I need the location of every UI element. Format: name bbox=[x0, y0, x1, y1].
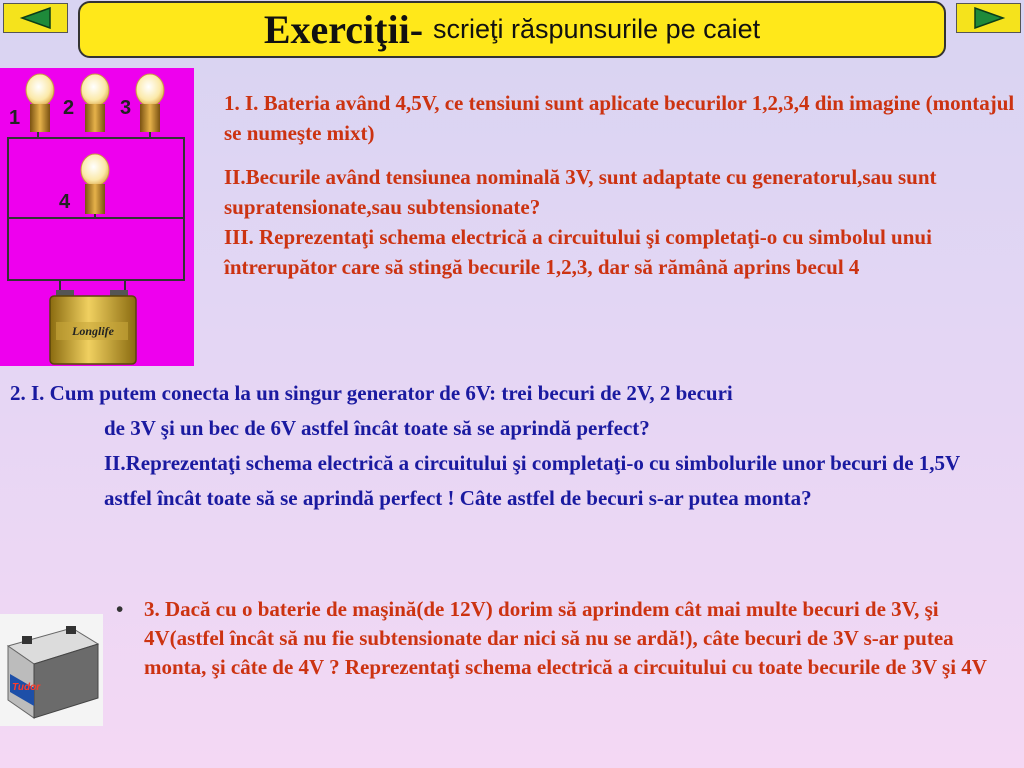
car-battery-label: Tudor bbox=[12, 682, 41, 693]
title-banner bbox=[78, 1, 946, 58]
exercise-2-line-1: 2. I. Cum putem conecta la un singur generator de 6V: trei becuri de 2V, 2 becuri bbox=[10, 381, 733, 405]
exercise-2-line-3: II.Reprezentaţi schema electrică a circuitului şi completaţi-o cu simbolurile unor becuri de 1,5V astfel încât toate să se aprindă perfect ! Câte astfel de becuri s-ar putea monta? bbox=[104, 451, 960, 510]
battery-label: Longlife bbox=[72, 324, 114, 338]
triangle-left-icon bbox=[16, 7, 56, 29]
bulb-label-4: 4 bbox=[59, 191, 71, 213]
bulb-4 bbox=[81, 154, 109, 214]
exercise-3 bbox=[116, 595, 1016, 682]
exercise-1-part-2: II.Becurile având tensiunea nominală 3V, sunt adaptate cu generatorul,sau sunt supratensionate,sau subtensionate? bbox=[224, 165, 937, 219]
battery bbox=[50, 290, 136, 364]
exercise-2 bbox=[10, 376, 1010, 516]
exercise-3-text: 3. Dacă cu o baterie de maşină(de 12V) dorim să aprindem cât mai multe becuri de 3V, şi 4V(astfel încât să nu fie subtensionate dar nici să nu se ardă!), câte becuri de 3V s-ar putea monta, şi câte de 4V ? Reprezentaţi schema electrică a circuitului cu toate becurile de 3V şi 4V bbox=[144, 597, 987, 679]
car-battery-image bbox=[0, 614, 103, 726]
exercise-2-line-2: de 3V şi un bec de 6V astfel încât toate să se aprindă perfect? bbox=[104, 416, 650, 440]
next-slide-button[interactable] bbox=[956, 3, 1021, 33]
circuit-image bbox=[0, 68, 194, 366]
triangle-right-icon bbox=[969, 7, 1009, 29]
exercise-1-part-3: III. Reprezentaţi schema electrică a circuitului şi completaţi-o cu simbolul unui întrerupător care să stingă becurile 1,2,3, dar să rămână aprins becul 4 bbox=[224, 225, 932, 279]
page-subtitle: scrieţi răspunsurile pe caiet bbox=[433, 14, 761, 44]
exercise-1-part-1: 1. I. Bateria având 4,5V, ce tensiuni sunt aplicate becurilor 1,2,3,4 din imagine (montajul se numeşte mixt) bbox=[224, 91, 1015, 145]
bullet-icon: • bbox=[116, 597, 124, 621]
previous-slide-button[interactable] bbox=[3, 3, 68, 33]
exercise-1 bbox=[224, 88, 1016, 282]
bulb-label-1: 1 bbox=[9, 107, 21, 129]
bulb-label-3: 3 bbox=[120, 97, 132, 119]
page-title: Exerciţii- bbox=[263, 7, 424, 52]
bulb-label-2: 2 bbox=[63, 97, 75, 119]
